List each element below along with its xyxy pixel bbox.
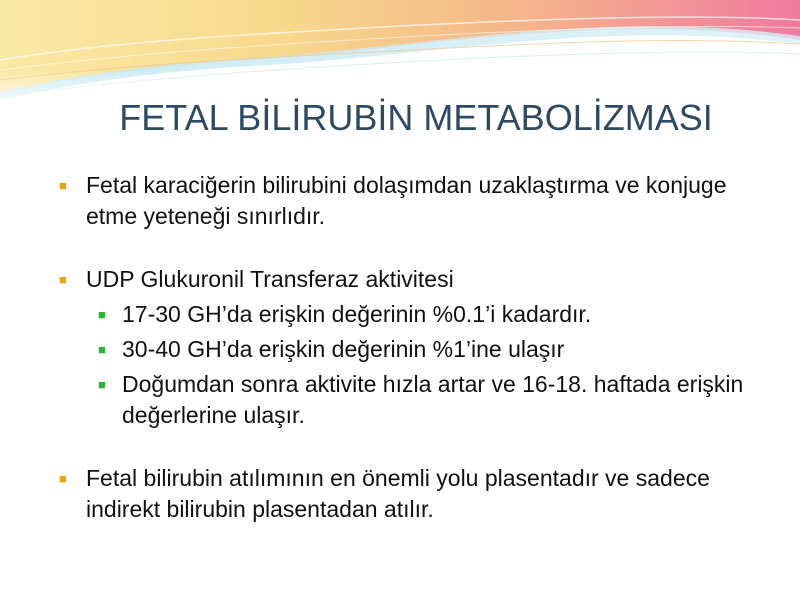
slide-title: FETAL BİLİRUBİN METABOLİZMASI (119, 97, 713, 138)
sub-bullet-item (56, 334, 776, 365)
bullet-text: UDP Glukuronil Transferaz aktivitesi (86, 266, 454, 292)
sub-bullet-item (56, 299, 776, 330)
sub-bullet-item (56, 369, 776, 431)
bullet-list (56, 170, 776, 525)
square-bullet-icon: ■ (98, 342, 106, 357)
square-bullet-icon: ■ (59, 178, 67, 193)
square-bullet-icon: ■ (59, 471, 67, 486)
square-bullet-icon: ■ (59, 272, 67, 287)
sub-bullet-text: 17-30 GH’da erişkin değerinin %0.1’i kadardır. (122, 301, 592, 327)
bullet-item (56, 170, 776, 232)
bullet-text: Fetal bilirubin atılımının en önemli yolu plasentadır ve sadece indirekt bilirubin plasentadan atılır. (86, 465, 710, 522)
bullet-item (56, 264, 776, 295)
sub-bullet-text: Doğumdan sonra aktivite hızla artar ve 16-18. haftada erişkin değerlerine ulaşır. (122, 371, 744, 428)
bullet-text: Fetal karaciğerin bilirubini dolaşımdan uzaklaştırma ve konjuge etme yeteneği sınırlıdır. (86, 172, 727, 229)
bullet-item (56, 463, 776, 525)
header-decoration (0, 0, 800, 110)
square-bullet-icon: ■ (98, 377, 106, 392)
square-bullet-icon: ■ (98, 307, 106, 322)
sub-bullet-text: 30-40 GH’da erişkin değerinin %1’ine ulaşır (122, 336, 565, 362)
